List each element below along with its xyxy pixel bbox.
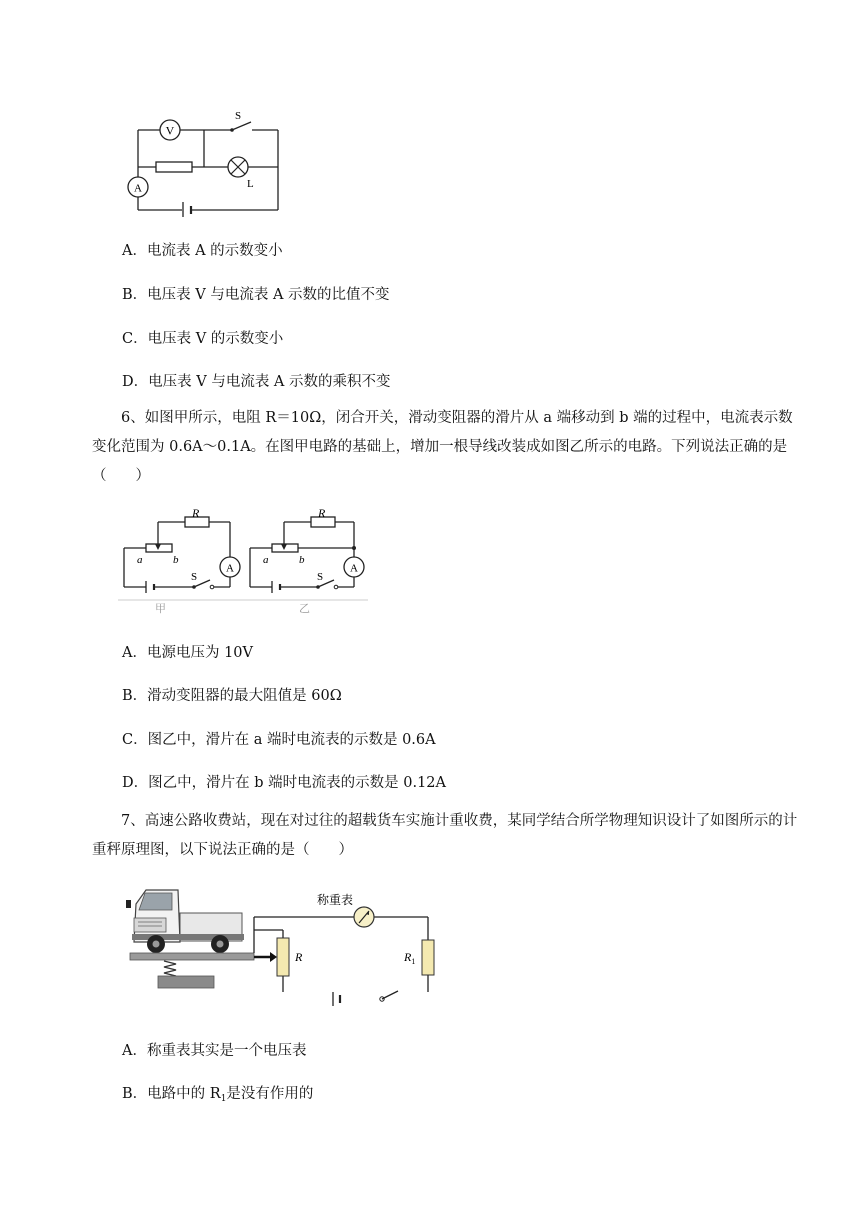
q6-circuit-diagrams — [118, 504, 370, 614]
q6-yi-label-S: S — [317, 571, 324, 583]
q6-jia-label-b: b — [173, 554, 179, 566]
spring-icon — [164, 961, 176, 976]
q5-option-b: B．电压表 V 与电流表 A 示数的比值不变 — [122, 287, 390, 303]
q6-jia-label-S: S — [191, 571, 198, 583]
truck-icon — [126, 890, 244, 953]
q5-ammeter-label: A — [134, 182, 142, 195]
q5-option-d: D．电压表 V 与电流表 A 示数的乘积不变 — [122, 374, 391, 390]
q6-yi-ammeter-label: A — [350, 562, 358, 575]
q5-circuit-diagram — [120, 105, 290, 217]
q6-option-a: A．电源电压为 10V — [122, 645, 254, 661]
scale-platform — [130, 953, 254, 960]
q6-question-stem: 6、如图甲所示，电阻 R＝10Ω，闭合开关，滑动变阻器的滑片从 a 端移动到 b 端的过程中，电流表示数变化范围为 0.6A～0.1A。在图甲电路的基础上，增加一根导线改装成如图乙所示的电路。下列说法正确的是（ ） — [92, 410, 793, 484]
q7-option-b — [122, 1084, 313, 1109]
q7-label-R: R — [295, 950, 303, 964]
q7-switch-blade — [382, 991, 398, 999]
q7-option-b-subscript: 1 — [220, 1094, 227, 1104]
q5-lamp-label: L — [247, 178, 254, 190]
q7-label-R1: $R_1$ — [404, 950, 416, 966]
scale-base — [158, 976, 214, 988]
q6-jia-label-R: R — [192, 506, 200, 520]
q7-option-b-prefix: B．电路中的 R — [122, 1086, 221, 1102]
q7-battery-switch — [326, 990, 406, 1008]
q7-weighing-scale-diagram — [120, 880, 445, 992]
q6-yi-label-a: a — [263, 554, 269, 566]
q6-yi-label-b: b — [299, 554, 305, 566]
q6-jia-label-a: a — [137, 554, 143, 566]
q6-caption-yi: 乙 — [299, 603, 310, 614]
q5-switch-blade — [232, 122, 251, 130]
q6-option-c: C．图乙中，滑片在 a 端时电流表的示数是 0.6A — [122, 732, 436, 748]
q7-option-b-suffix: 是没有作用的 — [226, 1086, 314, 1102]
q6-yi-label-R: R — [318, 506, 326, 520]
q7-option-a: A．称重表其实是一个电压表 — [122, 1043, 307, 1059]
resistor-R1 — [422, 940, 434, 975]
q5-voltmeter-label: V — [165, 123, 175, 138]
q6-option-d: D．图乙中，滑片在 b 端时电流表的示数是 0.12A — [122, 775, 446, 791]
q6-jia-ammeter-label: A — [226, 562, 234, 575]
q7-meter-label: 称重表 — [317, 893, 354, 907]
q5-resistor — [156, 162, 192, 172]
q6-caption-jia: 甲 — [155, 603, 166, 614]
q7-question-stem: 7、高速公路收费站，现在对过往的超载货车实施计重收费，某同学结合所学物理知识设计了如图所示的计重秤原理图，以下说法正确的是（ ） — [92, 813, 798, 858]
q5-option-a: A．电流表 A 的示数变小 — [122, 243, 283, 259]
q5-option-c: C．电压表 V 的示数变小 — [122, 331, 284, 347]
q5-switch-label: S — [235, 110, 242, 122]
q6-option-b: B．滑动变阻器的最大阻值是 60Ω — [122, 688, 342, 704]
rheostat-R — [277, 938, 289, 976]
